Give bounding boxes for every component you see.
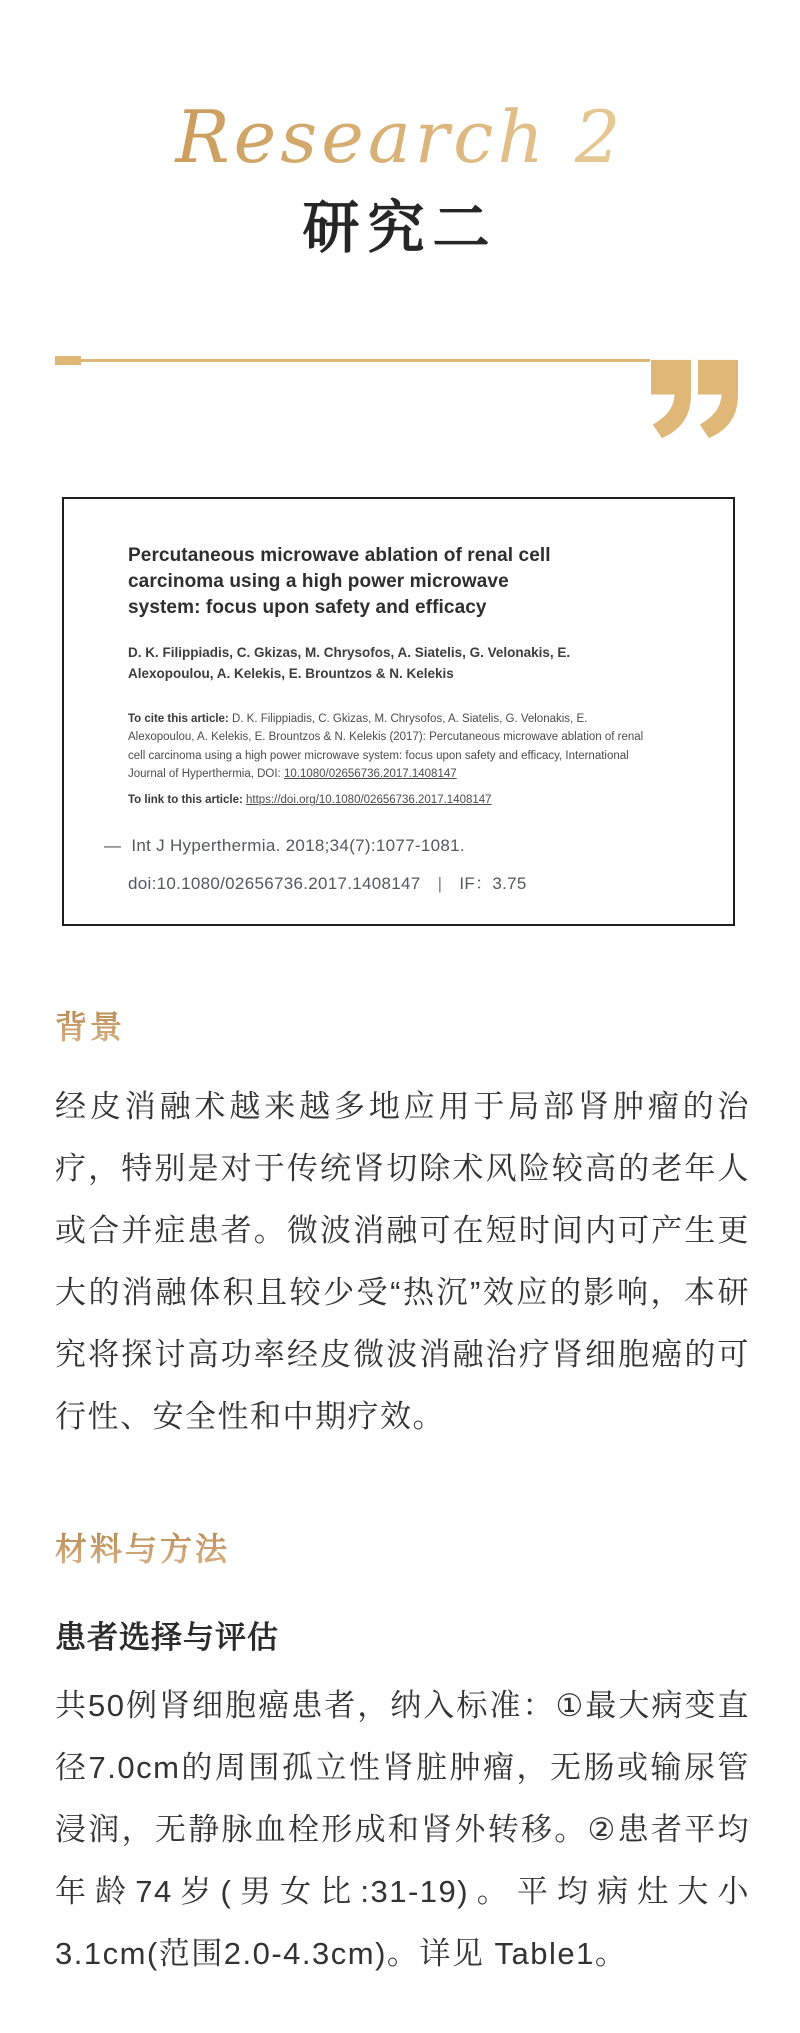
closing-quote-icon [651, 356, 738, 442]
doi-impact-line [128, 869, 697, 894]
journal-ref-text: Int J Hyperthermia. 2018;34(7):1077-1081. [131, 836, 465, 856]
separator-bar: | [437, 874, 443, 894]
paper-link-block [128, 794, 644, 806]
divider-line [81, 359, 650, 362]
paper-authors: D. K. Filippiadis, C. Gkizas, M. Chrysofos, A. Siatelis, G. Velonakis, E. Alexopoulou, A. Kelekis, E. Brountzos & N. Kelekis [128, 645, 571, 681]
paper-cite-block [128, 710, 644, 784]
journal-ref-line [104, 836, 697, 856]
gold-divider [55, 356, 738, 365]
link-label: To link to this article: [128, 794, 243, 807]
research-title-zh: 研究二 [302, 196, 498, 260]
ref-dash: — [104, 836, 122, 856]
journal-reference [104, 836, 697, 894]
background-paragraph: 经皮消融术越来越多地应用于局部肾肿瘤的治疗，特别是对于传统肾切除术风险较高的老年人或合并症患者。微波消融可在短时间内可产生更大的消融体积且较少受“热沉”效应的影响，本研究将探讨高功率经皮微波消融治疗肾细胞癌的可行性、安全性和中期疗效。 [55, 1089, 750, 1435]
divider-cap [55, 356, 81, 365]
research-title-en: Research 2 [0, 100, 800, 176]
paper-title: Percutaneous microwave ablation of renal cell carcinoma using a high power microwave system: focus upon safety and efficacy [128, 544, 551, 619]
methods-subheading: 患者选择与评估 [55, 1620, 279, 1656]
doi-text: doi:10.1080/02656736.2017.1408147 [128, 874, 421, 894]
methods-paragraph: 共50例肾细胞癌患者，纳入标准：①最大病变直径7.0cm的周围孤立性肾脏肿瘤，无肠或输尿管浸润，无静脉血栓形成和肾外转移。②患者平均年龄74岁(男女比:31-19)。平均病灶大小3.1cm(范围2.0-4.3cm)。详见 Table1。 [55, 1688, 750, 1972]
quote-mark-icon [698, 356, 738, 442]
paper-citation-card [62, 497, 735, 927]
article-url-link[interactable]: https://doi.org/10.1080/02656736.2017.1408147 [246, 794, 492, 807]
cite-text: D. K. Filippiadis, C. Gkizas, M. Chrysofos, A. Siatelis, G. Velonakis, E. Alexopoulou, A. Kelekis, E. Brountzos & N. Kelekis (2017): Percutaneous microwave ablation of renal cell carcinoma using a high power microwave system: focus upon safety and efficacy, International Journal of Hyperthermia, DOI: [128, 712, 644, 780]
section-heading-methods: 材料与方法 [55, 1524, 800, 1570]
quote-mark-icon [651, 356, 691, 442]
cite-label: To cite this article: [128, 712, 229, 725]
impact-factor: IF：3.75 [459, 874, 527, 894]
cite-doi-link[interactable]: 10.1080/02656736.2017.1408147 [283, 767, 457, 780]
section-heading-background: 背景 [55, 1002, 800, 1048]
bottom-spacer [0, 1985, 800, 2033]
